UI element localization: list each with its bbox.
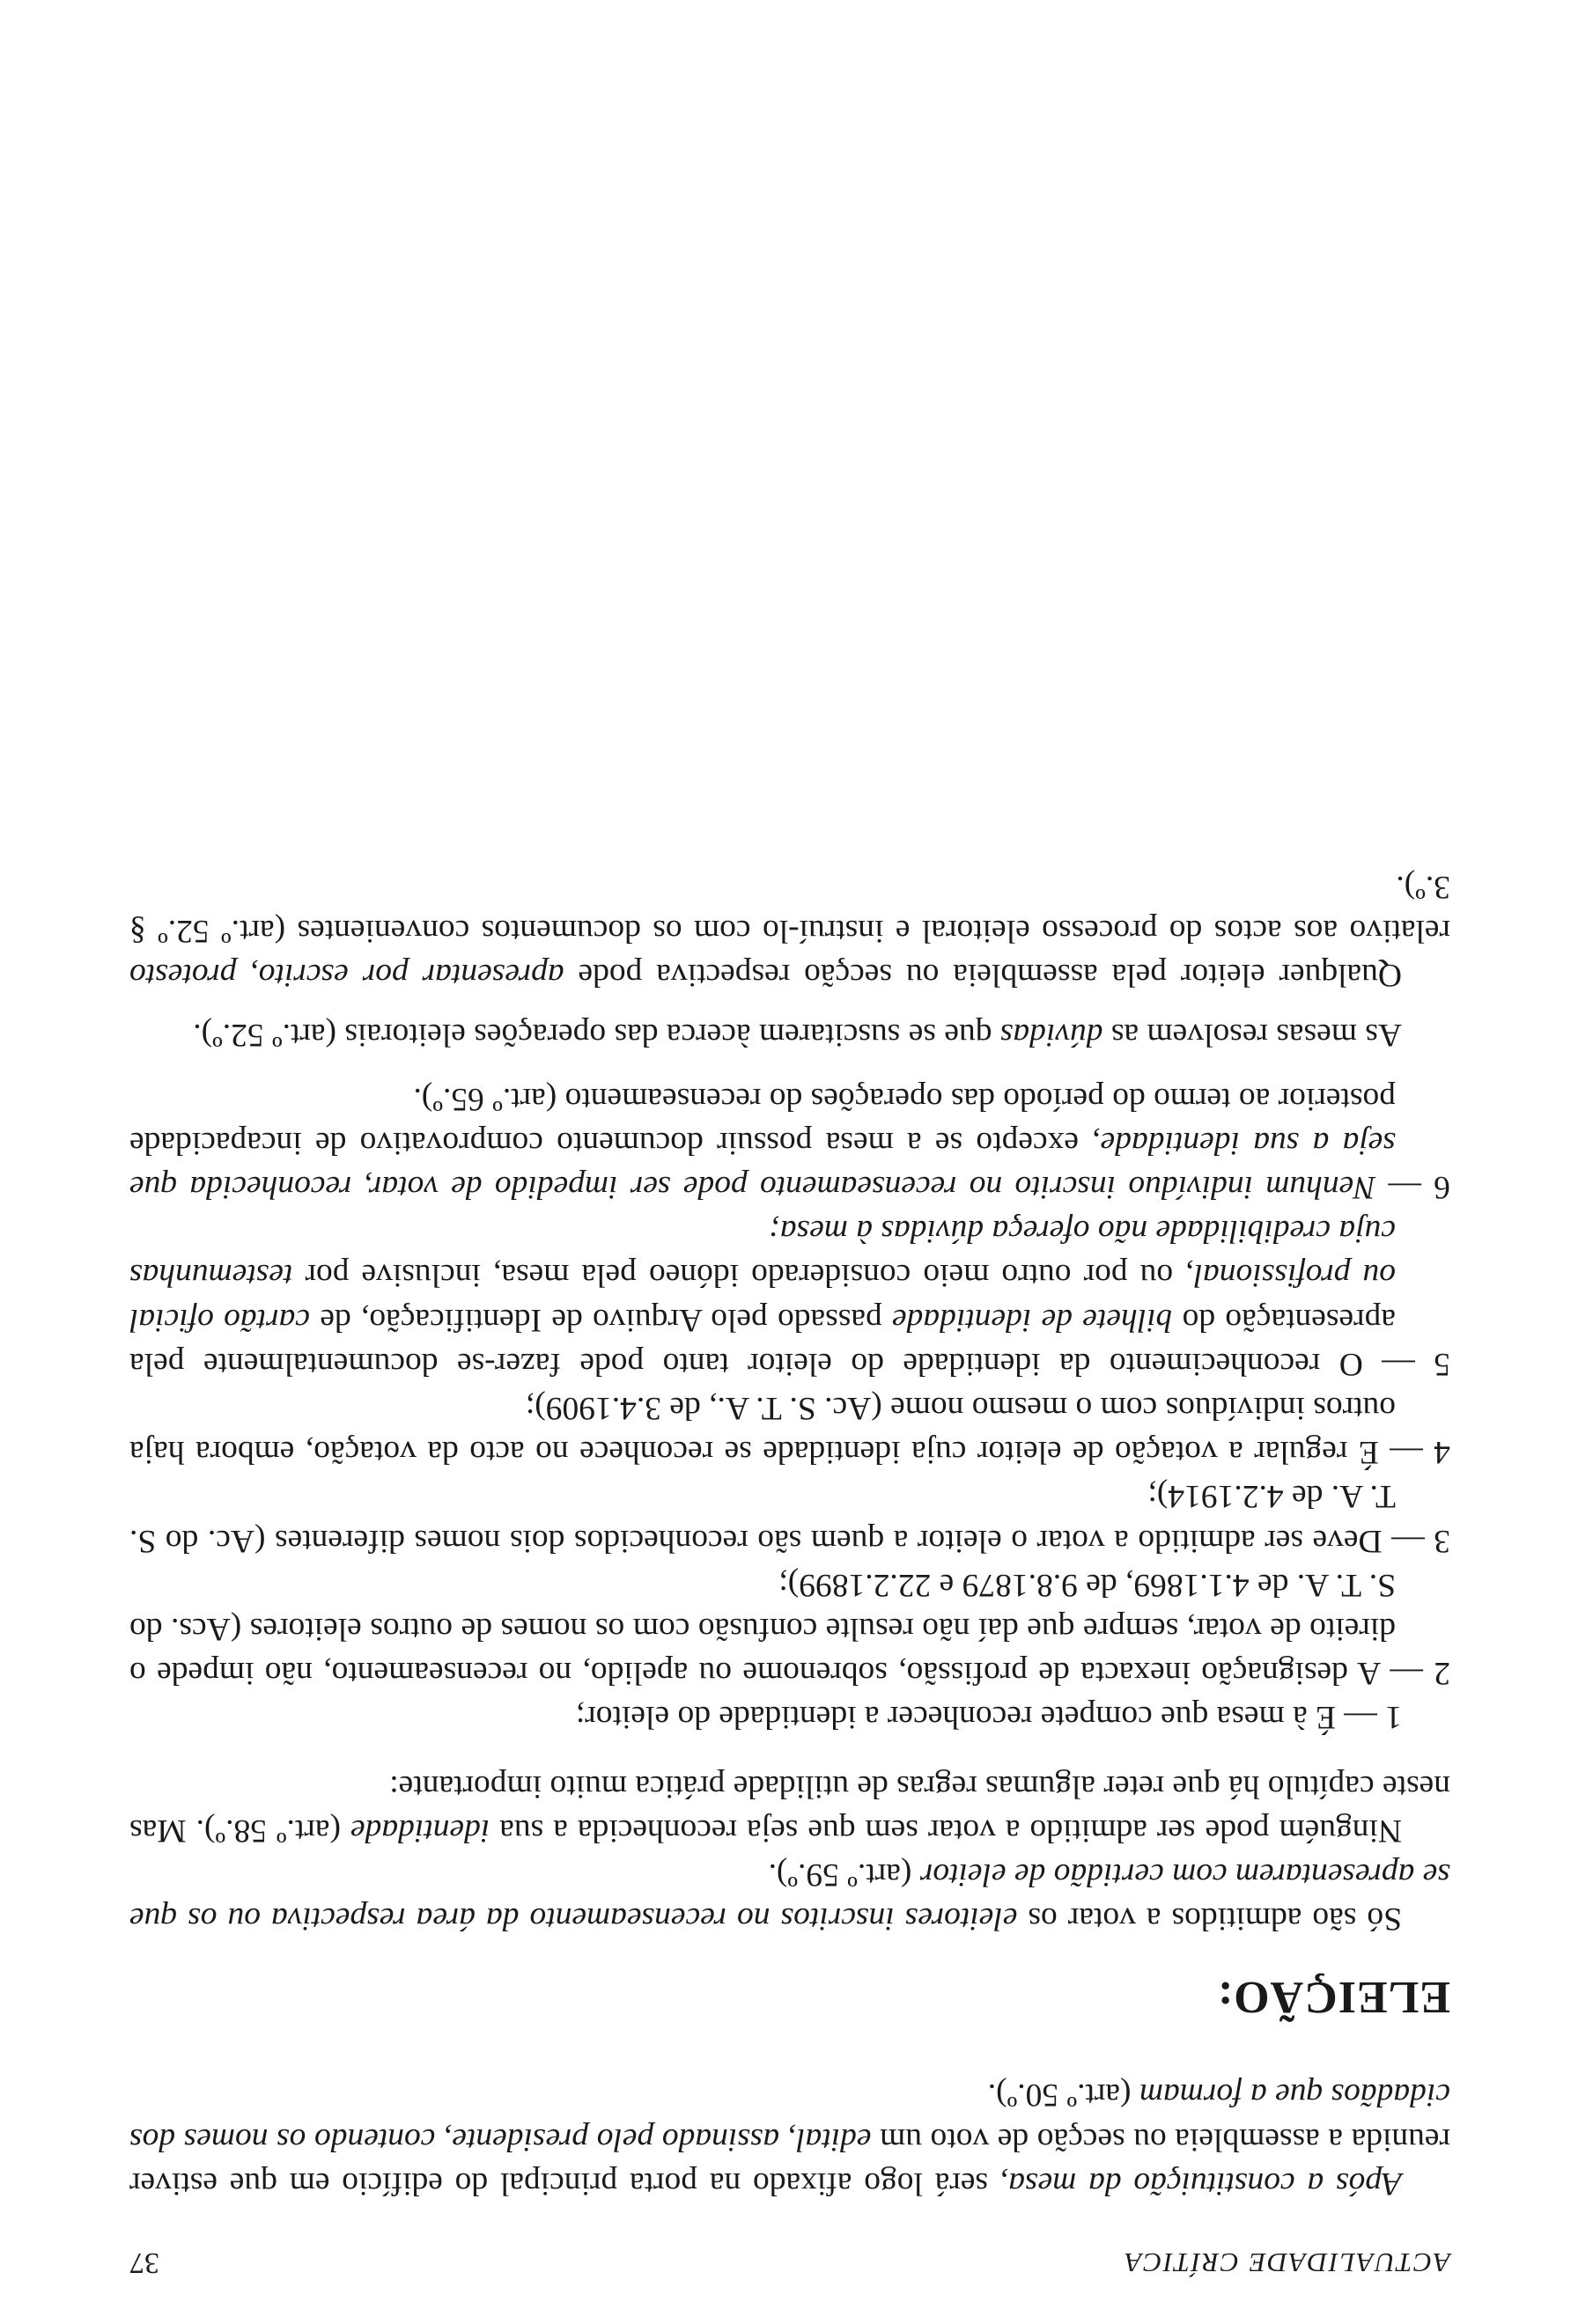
- text-run: relativo aos actos do processo eleitoral e instruí-lo com os documentos convenientes (art.º 52.º § 3.º).: [129, 868, 1450, 949]
- italic-text: Após a constituição da mesa,: [999, 2165, 1402, 2202]
- text-run: , excepto se a mesa possuir documento comprovativo de incapacidade posterior ao termo do período das operações do recenseamento (art.º 65.º).: [129, 1080, 1396, 1161]
- italic-text: bilhete de identidade: [892, 1301, 1173, 1338]
- text-run: , ou por outro meio considerado idóneo pela mesa, inclusive por: [292, 1257, 1194, 1294]
- rules-list: [129, 1076, 1450, 1739]
- page-text-block: [129, 864, 1450, 2284]
- italic-text: testemunhas cuja credibilidade não ofereça dúvidas à mesa;: [129, 1213, 1396, 1294]
- text-run: 3 — Deve ser admitido a votar o eleitor a quem são reconhecidos dois nomes diferentes (Ac. do S. T. A. de 4.2.1914);: [129, 1478, 1450, 1559]
- italic-text: Nenhum indivíduo inscrito no recenseamento pode ser impedido de votar, reconhecida que seja a sua identidade: [129, 1124, 1396, 1205]
- text-run: (art.º 58.º). Mas neste capítulo há que reter algumas regras de utilidade prática muito importante:: [129, 1768, 1450, 1849]
- section-heading: ELEIÇÃO:: [1216, 1972, 1450, 2023]
- text-run: será logo afixado na porta principal do edifício em que estiver reunida a assembleia ou secção de voto um: [129, 2121, 1450, 2202]
- text-run: passado pelo Arquivo de Identificação, de: [310, 1301, 893, 1338]
- italic-text: dúvidas: [999, 1017, 1103, 1054]
- rule-5: [129, 1209, 1450, 1386]
- text-run: 6 —: [1375, 1168, 1450, 1205]
- text-run: 5 — O reconhecimento da identidade do eleitor tanto pode fazer-se documentalmente pela apresentação do: [129, 1301, 1450, 1382]
- rule-6: [129, 1076, 1450, 1209]
- rule-3: [129, 1474, 1450, 1562]
- italic-text: eleitores inscritos no recenseamento da área respectiva ou os que se apresentarem com certidão de eleitor: [129, 1856, 1450, 1938]
- text-run: 4 — É regular a votação de eleitor cuja identidade se reconhece no acto da votação, embora haja outros indivíduos com o mesmo nome (Ac. S. T. A., de 3.4.1909);: [129, 1389, 1450, 1471]
- rule-1: [129, 1695, 1450, 1739]
- page-number: 37: [129, 2247, 159, 2279]
- italic-text: apresentar por escrito, protesto: [129, 957, 564, 994]
- text-run: As mesas resolvem as: [1102, 1017, 1402, 1054]
- text-run: Qualquer eleitor pela assembleia ou secção respectiva pode: [564, 957, 1402, 994]
- running-head: ACTUALIDADE CRÍTICA: [1123, 2247, 1450, 2278]
- paragraph-protest: [129, 864, 1450, 997]
- text-run: 1 — É à mesa que compete reconhecer a identidade do eleitor;: [575, 1699, 1402, 1736]
- rule-2: [129, 1563, 1450, 1695]
- rule-4: [129, 1386, 1450, 1474]
- text-run: Ninguém pode ser admitido a votar sem que seja reconhecida a sua: [490, 1812, 1402, 1849]
- italic-text: identidade: [350, 1812, 490, 1849]
- text-run: (art.º 59.º).: [768, 1856, 920, 1893]
- intro-paragraph: [129, 2072, 1450, 2205]
- text-run: 2 — A designação inexacta de profissão, sobrenome ou apelido, no recenseamento, não impede o direito de votar, sempre que daí não resulte confusão com os nomes de outros eleitores (Acs. do S. T. A. de 4.1.1869, de 9.8.1879 e 22.2.1899);: [129, 1566, 1450, 1692]
- paragraph-doubts: [129, 1012, 1450, 1056]
- italic-text: edital, assinado pelo presidente, contendo os nomes dos cidadãos que a formam: [129, 2077, 1450, 2158]
- paragraph-admission: [129, 1852, 1450, 1940]
- text-run: que se suscitarem àcerca das operações eleitorais (art.º 52.º).: [193, 1017, 1000, 1054]
- text-run: (art.º 50.º).: [987, 2077, 1139, 2114]
- page-header: [129, 2240, 1450, 2284]
- text-run: Só são admitidos a votar os: [1017, 1901, 1402, 1938]
- italic-text: cartão oficial ou profissional: [129, 1257, 1396, 1338]
- paragraph-identity: [129, 1763, 1450, 1851]
